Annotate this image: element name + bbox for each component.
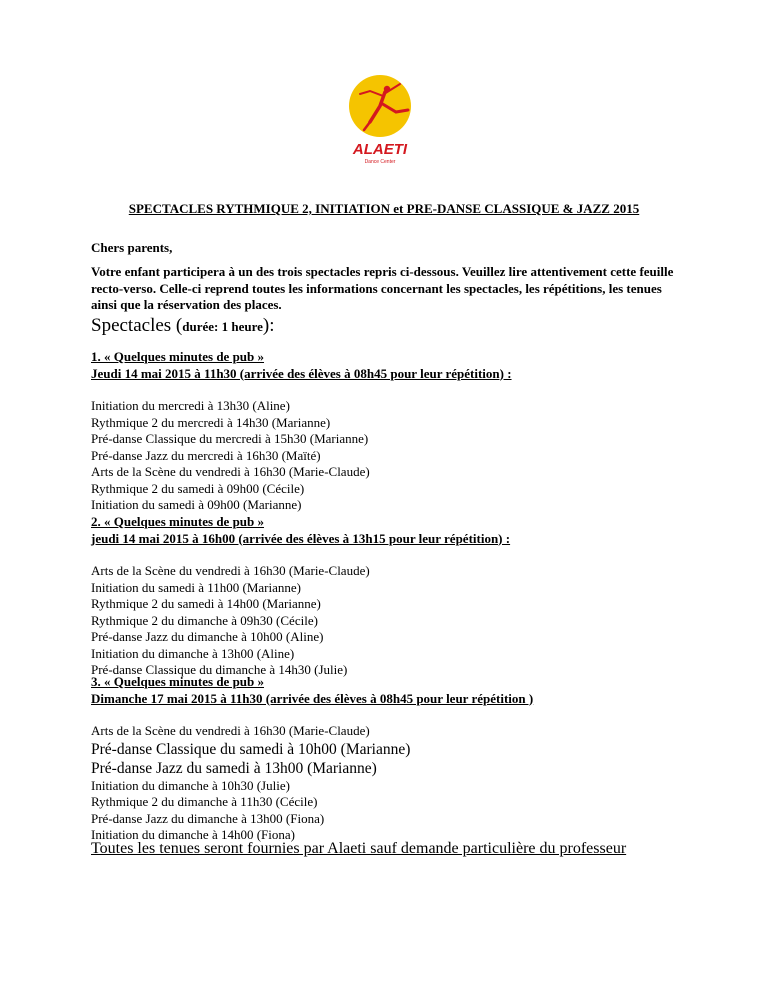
- show-2-date: jeudi 14 mai 2015 à 16h00 (arrivée des élèves à 13h15 pour leur répétition) :: [91, 530, 511, 546]
- list-item: Arts de la Scène du vendredi à 16h30 (Marie-Claude): [91, 723, 370, 738]
- show-2-name: 2. « Quelques minutes de pub »: [91, 514, 265, 529]
- page-title: SPECTACLES RYTHMIQUE 2, INITIATION et PRE-DANSE CLASSIQUE & JAZZ 2015: [128, 201, 640, 216]
- show-1: [91, 349, 691, 514]
- intro-paragraph: Votre enfant participera à un des trois spectacles repris ci-dessous. Veuillez lire attentivement cette feuille recto-verso. Celle-ci reprend toutes les informations concernant les spectacles, les répétitions, les tenues ainsi que la réservation des places.: [91, 264, 674, 312]
- greeting: Chers parents,: [91, 240, 173, 255]
- list-item: Pré-danse Classique du dimanche à 14h30 (Julie): [91, 662, 348, 677]
- show-1-date: Jeudi 14 mai 2015 à 11h30 (arrivée des élèves à 08h45 pour leur répétition) :: [91, 365, 512, 381]
- list-item: Initiation du samedi à 09h00 (Marianne): [91, 497, 302, 512]
- list-item: Initiation du samedi à 11h00 (Marianne): [91, 579, 301, 595]
- list-item: Pré-danse Classique du mercredi à 15h30 (Marianne): [91, 431, 369, 446]
- list-item: Rythmique 2 du samedi à 09h00 (Cécile): [91, 480, 305, 496]
- show-3-date: Dimanche 17 mai 2015 à 11h30 (arrivée des élèves à 08h45 pour leur répétition ): [91, 690, 534, 706]
- section-duration: durée: 1 heure: [182, 319, 263, 334]
- list-item: Rythmique 2 du samedi à 14h00 (Marianne): [91, 596, 321, 611]
- show-1-list: [91, 398, 691, 514]
- footer-note: Toutes les tenues seront fournies par Alaeti sauf demande particulière du professeur: [91, 840, 627, 857]
- logo-brand: ALAETI: [352, 141, 408, 158]
- alaeti-logo: [330, 72, 430, 172]
- list-item: Arts de la Scène du vendredi à 16h30 (Marie-Claude): [91, 563, 370, 578]
- list-item: Pré-danse Jazz du mercredi à 16h30 (Maïté): [91, 447, 321, 463]
- list-item: Initiation du dimanche à 14h00 (Fiona): [91, 827, 295, 842]
- section-heading: [91, 315, 275, 337]
- show-3: [91, 674, 691, 844]
- show-1-name: 1. « Quelques minutes de pub »: [91, 349, 265, 364]
- list-item: Pré-danse Classique du samedi à 10h00 (Marianne): [91, 740, 411, 758]
- section-close: ):: [262, 315, 275, 336]
- list-item: Rythmique 2 du dimanche à 11h30 (Cécile): [91, 794, 318, 809]
- list-item: Pré-danse Jazz du samedi à 13h00 (Marianne): [91, 759, 377, 777]
- show-2-list: [91, 563, 691, 679]
- section-title: Spectacles (: [91, 315, 183, 336]
- list-item: Pré-danse Jazz du dimanche à 10h00 (Aline): [91, 629, 324, 644]
- list-item: Rythmique 2 du dimanche à 09h30 (Cécile): [91, 612, 318, 628]
- show-2: [91, 514, 691, 679]
- list-item: Initiation du mercredi à 13h30 (Aline): [91, 398, 290, 413]
- list-item: Initiation du dimanche à 13h00 (Aline): [91, 645, 295, 661]
- show-3-name: 3. « Quelques minutes de pub »: [91, 674, 265, 689]
- show-3-list: [91, 723, 691, 844]
- list-item: Initiation du dimanche à 10h30 (Julie): [91, 777, 290, 793]
- list-item: Arts de la Scène du vendredi à 16h30 (Marie-Claude): [91, 464, 370, 479]
- list-item: Rythmique 2 du mercredi à 14h30 (Marianne): [91, 414, 331, 430]
- logo-subtitle: Dance Center: [364, 159, 396, 165]
- list-item: Pré-danse Jazz du dimanche à 13h00 (Fiona): [91, 810, 325, 826]
